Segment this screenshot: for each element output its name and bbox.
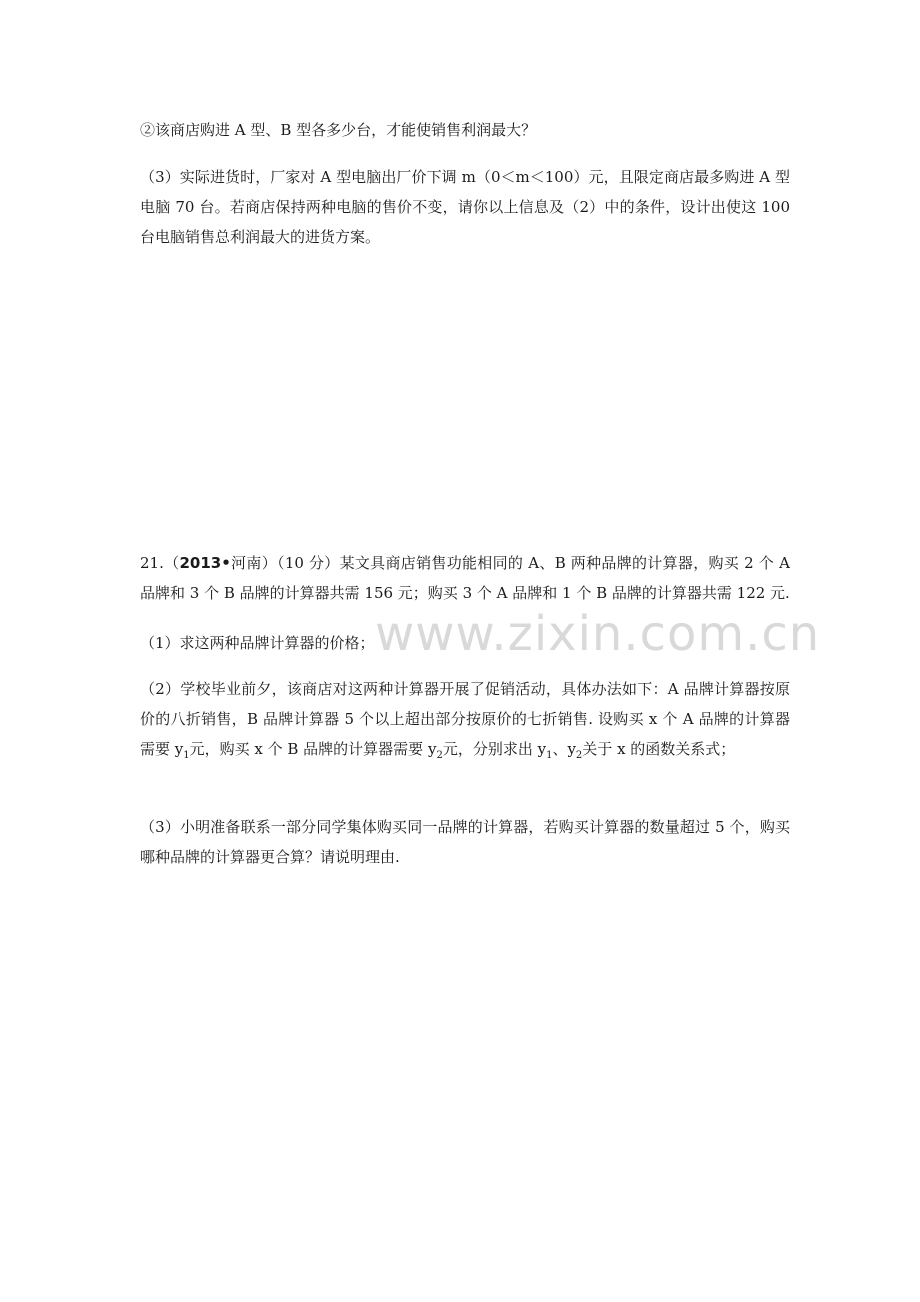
question-3: （3）实际进货时，厂家对 A 型电脑出厂价下调 m（0＜m＜100）元，且限定商店最多购进 A 型电脑 70 台。若商店保持两种电脑的售价不变，请你以上信息及（2）中的条件，设计出使这 100 台电脑销售总利润最大的进货方案。 xyxy=(140,168,790,246)
subscript: 1 xyxy=(546,750,553,761)
question-21-part-2 xyxy=(140,674,790,764)
question-number: 21.（ xyxy=(140,554,180,572)
part-2-text-d: 、y xyxy=(552,740,576,758)
part-2-text-a: （2）学校毕业前夕，该商店对这两种计算器开展了促销活动，具体办法如下：A 品牌计算器按原价的八折销售，B 品牌计算器 5 个以上超出部分按原价的七折销售. 设购买 x 个 A 品牌的计算器需要 y xyxy=(140,680,790,758)
part-2-text-b: 元，购买 x 个 B 品牌的计算器需要 y xyxy=(189,740,437,758)
question-2-sub-2: ②该商店购进 A 型、B 型各多少台，才能使销售利润最大？ xyxy=(140,121,537,139)
question-source-year: 2013• xyxy=(179,554,231,572)
question-21-part-1: （1）求这两种品牌计算器的价格； xyxy=(140,634,375,652)
subscript: 2 xyxy=(575,750,583,761)
question-21-part-3: （3）小明准备联系一部分同学集体购买同一品牌的计算器，若购买计算器的数量超过 5 个，购买哪种品牌的计算器更合算？请说明理由. xyxy=(140,818,790,866)
subscript: 1 xyxy=(183,750,190,761)
part-2-text-c: 元，分别求出 y xyxy=(442,740,547,758)
question-source-text: 河南）（10 分）某文具商店销售功能相同的 A、B 两种品牌的计算器，购买 2 个 A 品牌和 3 个 B 品牌的计算器共需 156 元；购买 3 个 A 品牌和 1 个 B 品牌的计算器共需 122 元. xyxy=(140,554,790,602)
question-21-stem xyxy=(140,548,790,608)
subscript: 2 xyxy=(436,750,443,761)
watermark: www.zixin.com.cn xyxy=(375,606,821,662)
part-2-text-e: 关于 x 的函数关系式； xyxy=(582,740,736,758)
